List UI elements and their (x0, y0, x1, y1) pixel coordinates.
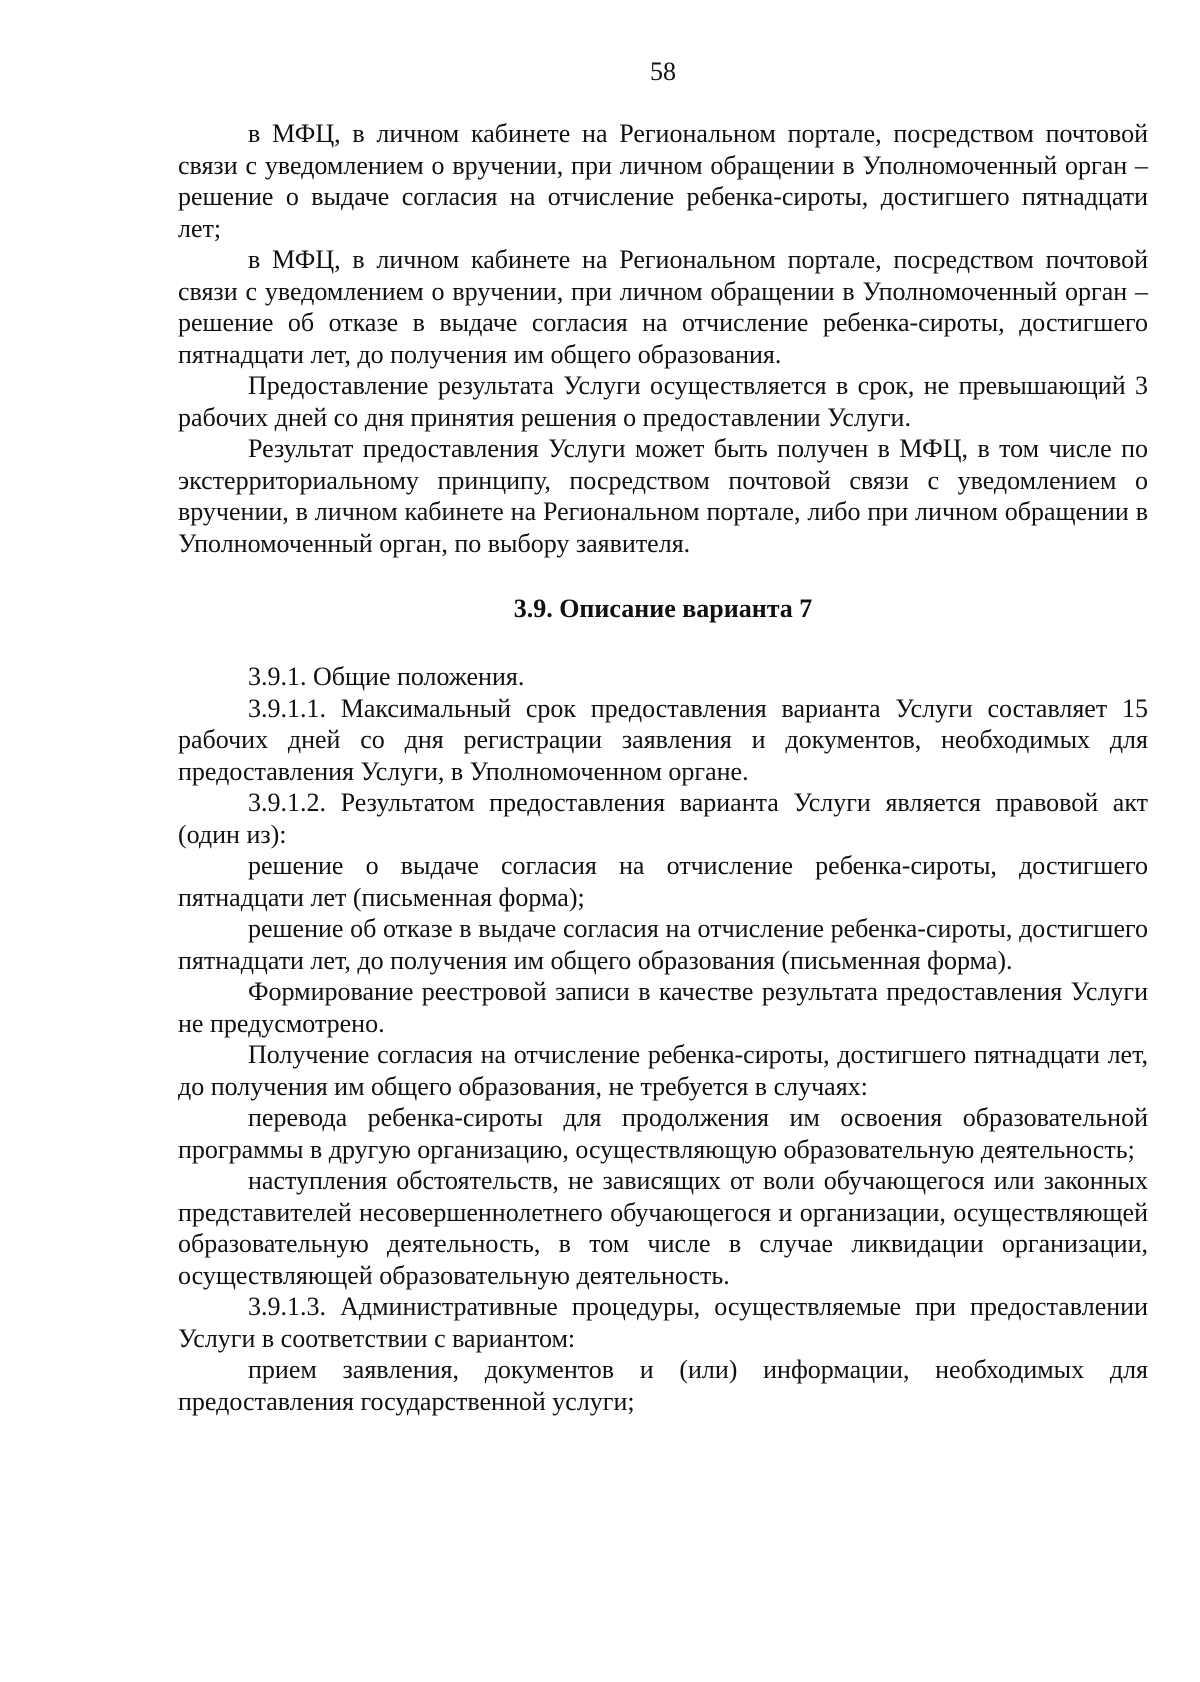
paragraph-transfer-case: перевода ребенка-сироты для продолжения им освоения образовательной программы в другую организацию, осуществляющую образовательную деятельность; (178, 1103, 1148, 1164)
paragraph-application-intake: прием заявления, документов и (или) информации, необходимых для предоставления государственной услуги; (178, 1355, 1148, 1416)
paragraph-result-delivery: Результат предоставления Услуги может быть получен в МФЦ, в том числе по экстерриториальному принципу, посредством почтовой связи с уведомлением о вручении, в личном кабинете на Региональном портале, либо при личном обращении в Уполномоченный орган, по выбору заявителя. (178, 434, 1148, 558)
paragraph-general-provisions: 3.9.1. Общие положения. (248, 662, 525, 691)
section-title: 3.9. Описание варианта 7 (513, 594, 813, 623)
paragraph-max-term: 3.9.1.1. Максимальный срок предоставления варианта Услуги составляет 15 рабочих дней со дня регистрации заявления и документов, необходимых для предоставления Услуги, в Уполномоченном органе. (178, 693, 1148, 786)
paragraph-consent-decision: решение о выдаче согласия на отчисление ребенка-сироты, достигшего пятнадцати лет (письменная форма); (178, 851, 1148, 912)
paragraph-result-mfc-refusal: в МФЦ, в личном кабинете на Региональном портале, посредством почтовой связи с уведомлением о вручении, при личном обращении в Уполномоченный орган – решение об отказе в выдаче согласия на отчисление ребенка-сироты, достигшего пятнадцати лет, до получения им общего образования. (178, 245, 1148, 369)
paragraph-consent-not-required: Получение согласия на отчисление ребенка-сироты, достигшего пятнадцати лет, до получения им общего образования, не требуется в случаях: (178, 1040, 1148, 1101)
paragraph-registry-record: Формирование реестровой записи в качестве результата предоставления Услуги не предусмотрено. (178, 977, 1148, 1038)
page-number: 58 (650, 57, 676, 86)
paragraph-result-act: 3.9.1.2. Результатом предоставления варианта Услуги является правовой акт (один из): (178, 788, 1148, 849)
document-page (178, 52, 1148, 1417)
paragraph-result-mfc-consent: в МФЦ, в личном кабинете на Региональном портале, посредством почтовой связи с уведомлением о вручении, при личном обращении в Уполномоченный орган – решение о выдаче согласия на отчисление ребенка-сироты, достигшего пятнадцати лет; (178, 119, 1148, 243)
paragraph-circumstances-case: наступления обстоятельств, не зависящих от воли обучающегося или законных представителей несовершеннолетнего обучающегося и организации, осуществляющей образовательную деятельность, в том числе в случае ликвидации организации, осуществляющей образовательную деятельность. (178, 1166, 1148, 1290)
paragraph-admin-procedures: 3.9.1.3. Административные процедуры, осуществляемые при предоставлении Услуги в соответствии с вариантом: (178, 1292, 1148, 1353)
paragraph-refusal-decision: решение об отказе в выдаче согласия на отчисление ребенка-сироты, достигшего пятнадцати лет, до получения им общего образования (письменная форма). (178, 914, 1148, 975)
paragraph-result-deadline: Предоставление результата Услуги осуществляется в срок, не превышающий 3 рабочих дней со дня принятия решения о предоставлении Услуги. (178, 371, 1148, 432)
